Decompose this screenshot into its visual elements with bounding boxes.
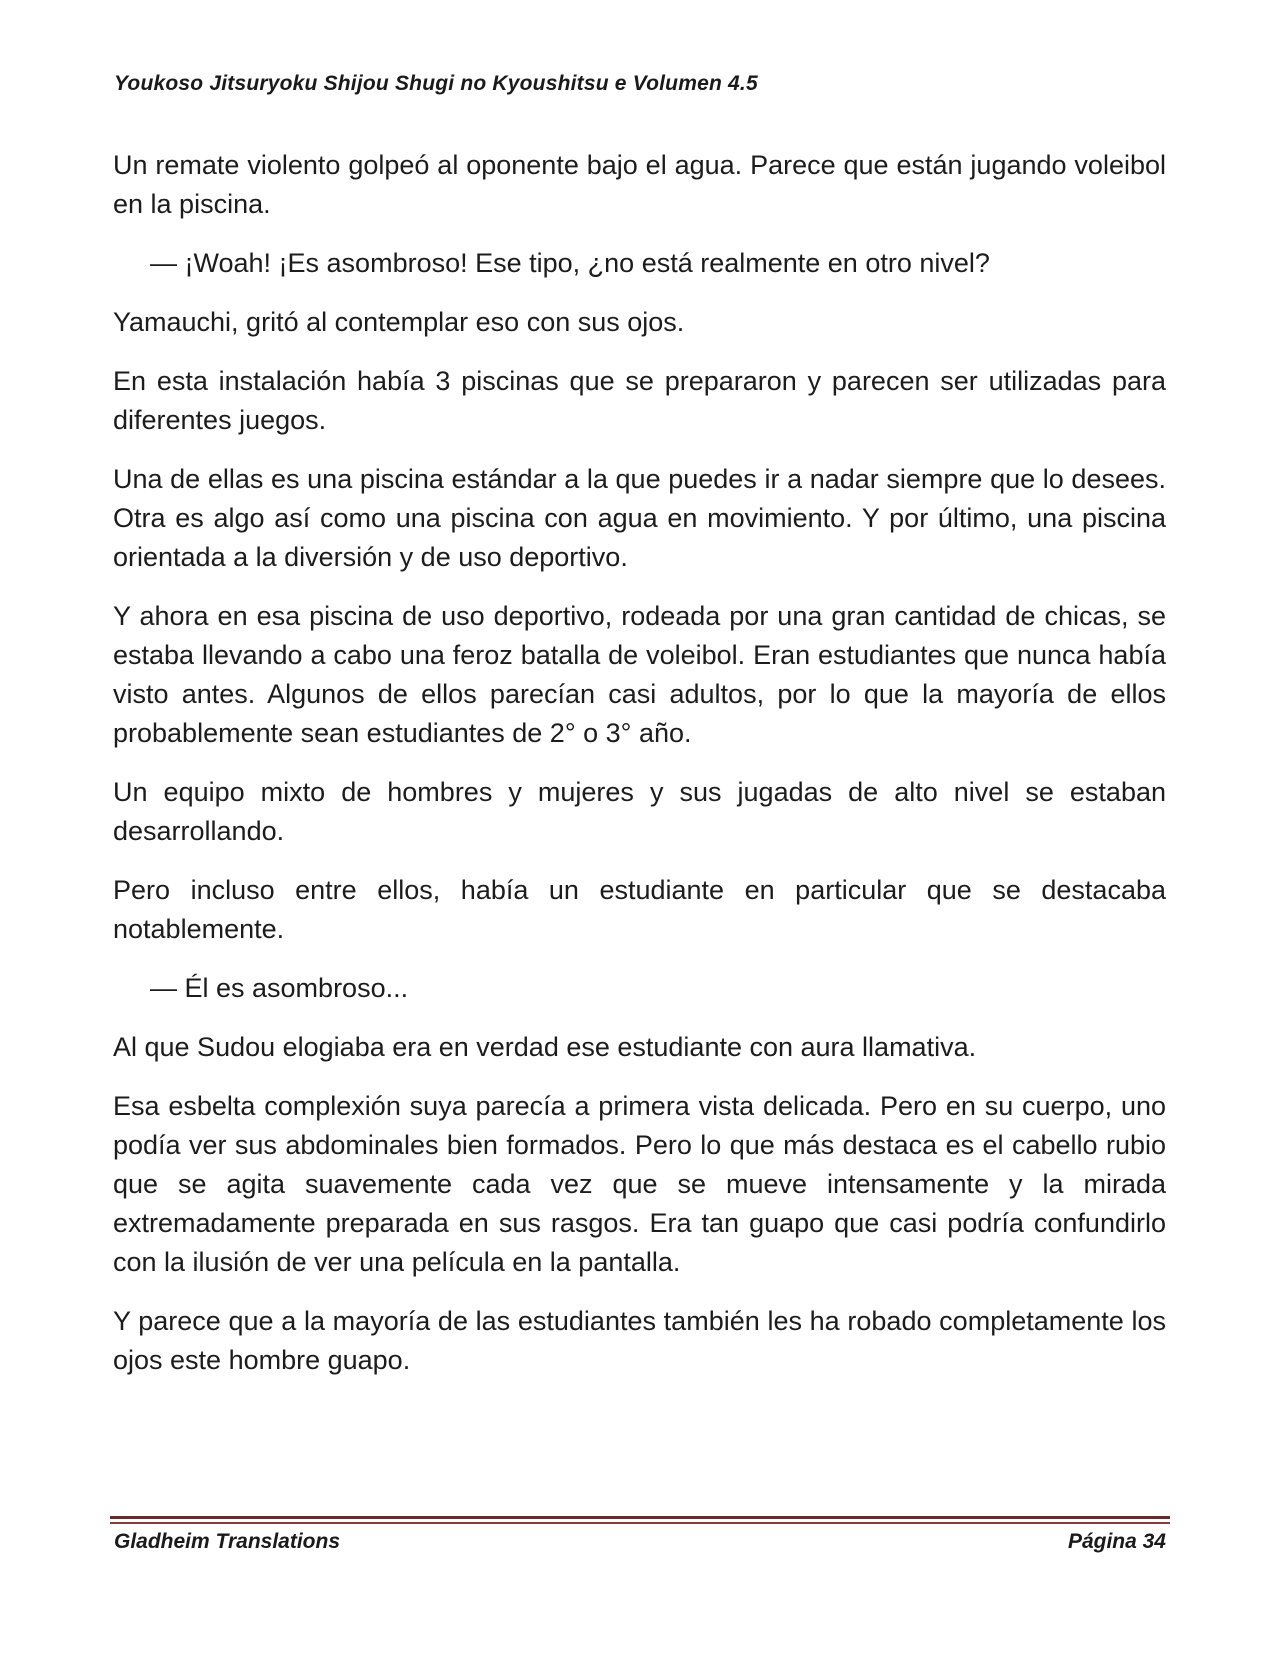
paragraph: Y ahora en esa piscina de uso deportivo, rodeada por una gran cantidad de chicas, se estaba llevando a cabo una feroz batalla de voleibol. Eran estudiantes que nunca había visto antes. Algunos de ellos parecían casi adultos, por lo que la mayoría de ellos probablemente sean estudiantes de 2° o 3° año. (113, 601, 1166, 748)
paragraph: Yamauchi, gritó al contemplar eso con sus ojos. (113, 307, 685, 337)
page-number: Página 34 (1067, 1530, 1166, 1553)
paragraph: Al que Sudou elogiaba era en verdad ese estudiante con aura llamativa. (113, 1032, 977, 1062)
paragraph: En esta instalación había 3 piscinas que se prepararon y parecen ser utilizadas para diferentes juegos. (113, 366, 1166, 435)
footer-credit: Gladheim Translations (114, 1530, 341, 1553)
running-header: Youkoso Jitsuryoku Shijou Shugi no Kyoushitsu e Volumen 4.5 (114, 72, 758, 95)
paragraph: Y parece que a la mayoría de las estudiantes también les ha robado completamente los ojos este hombre guapo. (113, 1306, 1166, 1375)
paragraph: Un equipo mixto de hombres y mujeres y sus jugadas de alto nivel se estaban desarrollando. (113, 777, 1166, 846)
footer-divider (110, 1516, 1170, 1519)
paragraph: Un remate violento golpeó al oponente bajo el agua. Parece que están jugando voleibol en la piscina. (113, 150, 1166, 219)
paragraph: Pero incluso entre ellos, había un estudiante en particular que se destacaba notablemente. (113, 875, 1166, 944)
dialog-line: — ¡Woah! ¡Es asombroso! Ese tipo, ¿no está realmente en otro nivel? (150, 248, 990, 278)
dialog-line: — Él es asombroso... (150, 973, 409, 1003)
footer-divider-secondary (110, 1522, 1170, 1524)
paragraph: Esa esbelta complexión suya parecía a primera vista delicada. Pero en su cuerpo, uno podía ver sus abdominales bien formados. Pero lo que más destaca es el cabello rubio que se agita suavemente cada vez que se mueve intensamente y la mirada extremadamente preparada en sus rasgos. Era tan guapo que casi podría confundirlo con la ilusión de ver una película en la pantalla. (113, 1091, 1166, 1277)
body-text (113, 146, 1166, 1400)
paragraph: Una de ellas es una piscina estándar a la que puedes ir a nadar siempre que lo desees. Otra es algo así como una piscina con agua en movimiento. Y por último, una piscina orientada a la diversión y de uso deportivo. (113, 464, 1166, 572)
